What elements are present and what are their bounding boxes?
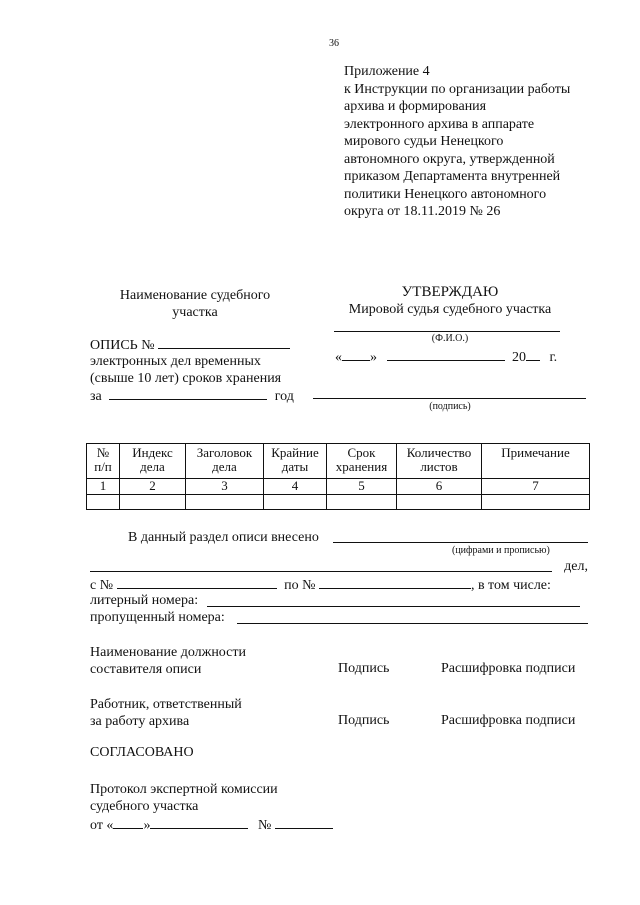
appendix-line: мирового судьи Ненецкого <box>344 134 504 149</box>
worker-sign-label: Подпись <box>338 713 390 728</box>
table-cell[interactable] <box>87 495 120 510</box>
table-cell[interactable] <box>482 495 590 510</box>
protocol-month-field[interactable] <box>150 816 248 829</box>
opis-year-line <box>90 387 294 405</box>
entered-label: В данный раздел описи внесено <box>128 530 319 545</box>
za-label: за <box>90 389 102 404</box>
opis-number-field[interactable] <box>158 336 290 349</box>
protocol-number-field[interactable] <box>275 816 333 829</box>
page-number: 36 <box>329 38 339 49</box>
table-row[interactable] <box>87 495 590 510</box>
del-label: дел, <box>564 559 588 574</box>
literal-label: литерный номера: <box>90 593 199 608</box>
table-number-row <box>87 479 590 495</box>
appendix-line: электронного архива в аппарате <box>344 116 535 132</box>
table-cell[interactable] <box>120 495 186 510</box>
appendix-line: округа от 18.11.2019 № 26 <box>344 204 501 219</box>
worker-decode-label: Расшифровка подписи <box>441 713 576 728</box>
year-suffix: г. <box>549 350 558 365</box>
v-tom-chisle-label: , в том числе: <box>470 578 551 593</box>
ot-label: от « <box>90 818 114 833</box>
protocol-line: судебного участка <box>90 799 199 814</box>
header-cell: № п/п <box>87 444 120 479</box>
table-header-row <box>87 444 590 479</box>
worker-position <box>90 696 242 730</box>
to-number-field[interactable] <box>319 576 471 589</box>
count-words-line[interactable] <box>90 571 552 572</box>
compiler-line: Наименование должности <box>90 645 246 660</box>
appendix-line: архива и формирования <box>344 99 487 114</box>
close-quote: » <box>143 818 151 833</box>
header-cell: Индекс дела <box>120 444 186 479</box>
po-no-label: по № <box>284 578 316 593</box>
signature-caption: (подпись) <box>429 401 471 412</box>
worker-line: за работу архива <box>90 714 190 729</box>
number-cell: 5 <box>327 479 397 495</box>
from-number-field[interactable] <box>117 576 277 589</box>
entered-caption: (цифрами и прописью) <box>452 545 550 556</box>
protocol-block <box>90 781 278 815</box>
signature-line[interactable] <box>313 398 586 399</box>
no-label: № <box>257 818 272 833</box>
number-cell: 4 <box>264 479 327 495</box>
agreed-title: СОГЛАСОВАНО <box>90 745 194 760</box>
inventory-table <box>86 443 590 510</box>
compiler-sign-label: Подпись <box>338 661 390 676</box>
approve-subtitle: Мировой судья судебного участка <box>348 302 552 317</box>
table-cell[interactable] <box>397 495 482 510</box>
day-field[interactable] <box>342 348 370 361</box>
god-label: год <box>274 389 294 404</box>
entered-count-line[interactable] <box>333 542 588 543</box>
appendix-line: приказом Департамента внутренней <box>344 169 561 184</box>
missed-line[interactable] <box>237 623 588 624</box>
year-field[interactable] <box>526 348 540 361</box>
header-cell: Срок хранения <box>327 444 397 479</box>
protocol-day-field[interactable] <box>113 816 143 829</box>
year-range-field[interactable] <box>109 387 267 400</box>
compiler-line: составителя описи <box>90 662 202 677</box>
table-cell[interactable] <box>186 495 264 510</box>
opis-description <box>90 353 281 387</box>
missed-label: пропущенный номера: <box>90 610 225 625</box>
quote-close: » <box>370 350 377 365</box>
header-cell: Крайние даты <box>264 444 327 479</box>
opis-number <box>90 336 290 354</box>
header-cell: Количество листов <box>397 444 482 479</box>
appendix-line: к Инструкции по организации работы <box>344 81 571 97</box>
appendix-line: Приложение 4 <box>344 64 430 79</box>
range-line <box>90 576 551 594</box>
table-cell[interactable] <box>327 495 397 510</box>
appendix-line: политики Ненецкого автономного <box>344 186 547 202</box>
compiler-position <box>90 644 246 678</box>
year-prefix: 20 <box>512 350 526 365</box>
opis-line: электронных дел временных <box>90 354 261 369</box>
fio-line[interactable] <box>334 331 560 332</box>
worker-line: Работник, ответственный <box>90 697 242 712</box>
table-cell[interactable] <box>264 495 327 510</box>
fio-caption: (Ф.И.О.) <box>431 333 469 344</box>
opis-label: ОПИСЬ № <box>90 338 155 353</box>
protocol-date-line <box>90 816 333 834</box>
court-name <box>95 287 295 321</box>
court-name-line: Наименование судебного <box>119 288 271 303</box>
appendix-block <box>344 63 570 221</box>
number-cell: 7 <box>482 479 590 495</box>
number-cell: 2 <box>120 479 186 495</box>
number-cell: 3 <box>186 479 264 495</box>
number-cell: 1 <box>87 479 120 495</box>
appendix-line: автономного округа, утвержденной <box>344 151 555 167</box>
literal-line[interactable] <box>207 606 580 607</box>
number-cell: 6 <box>397 479 482 495</box>
opis-line: (свыше 10 лет) сроков хранения <box>90 371 282 386</box>
protocol-line: Протокол экспертной комиссии <box>90 782 278 797</box>
quote-open: « <box>335 350 342 365</box>
compiler-decode-label: Расшифровка подписи <box>441 661 576 676</box>
header-cell: Примечание <box>482 444 590 479</box>
court-name-line: участка <box>172 305 218 320</box>
approve-date <box>335 348 557 366</box>
s-no-label: с № <box>90 578 114 593</box>
header-cell: Заголовок дела <box>186 444 264 479</box>
approve-title: УТВЕРЖДАЮ <box>401 284 499 300</box>
month-field[interactable] <box>387 348 505 361</box>
